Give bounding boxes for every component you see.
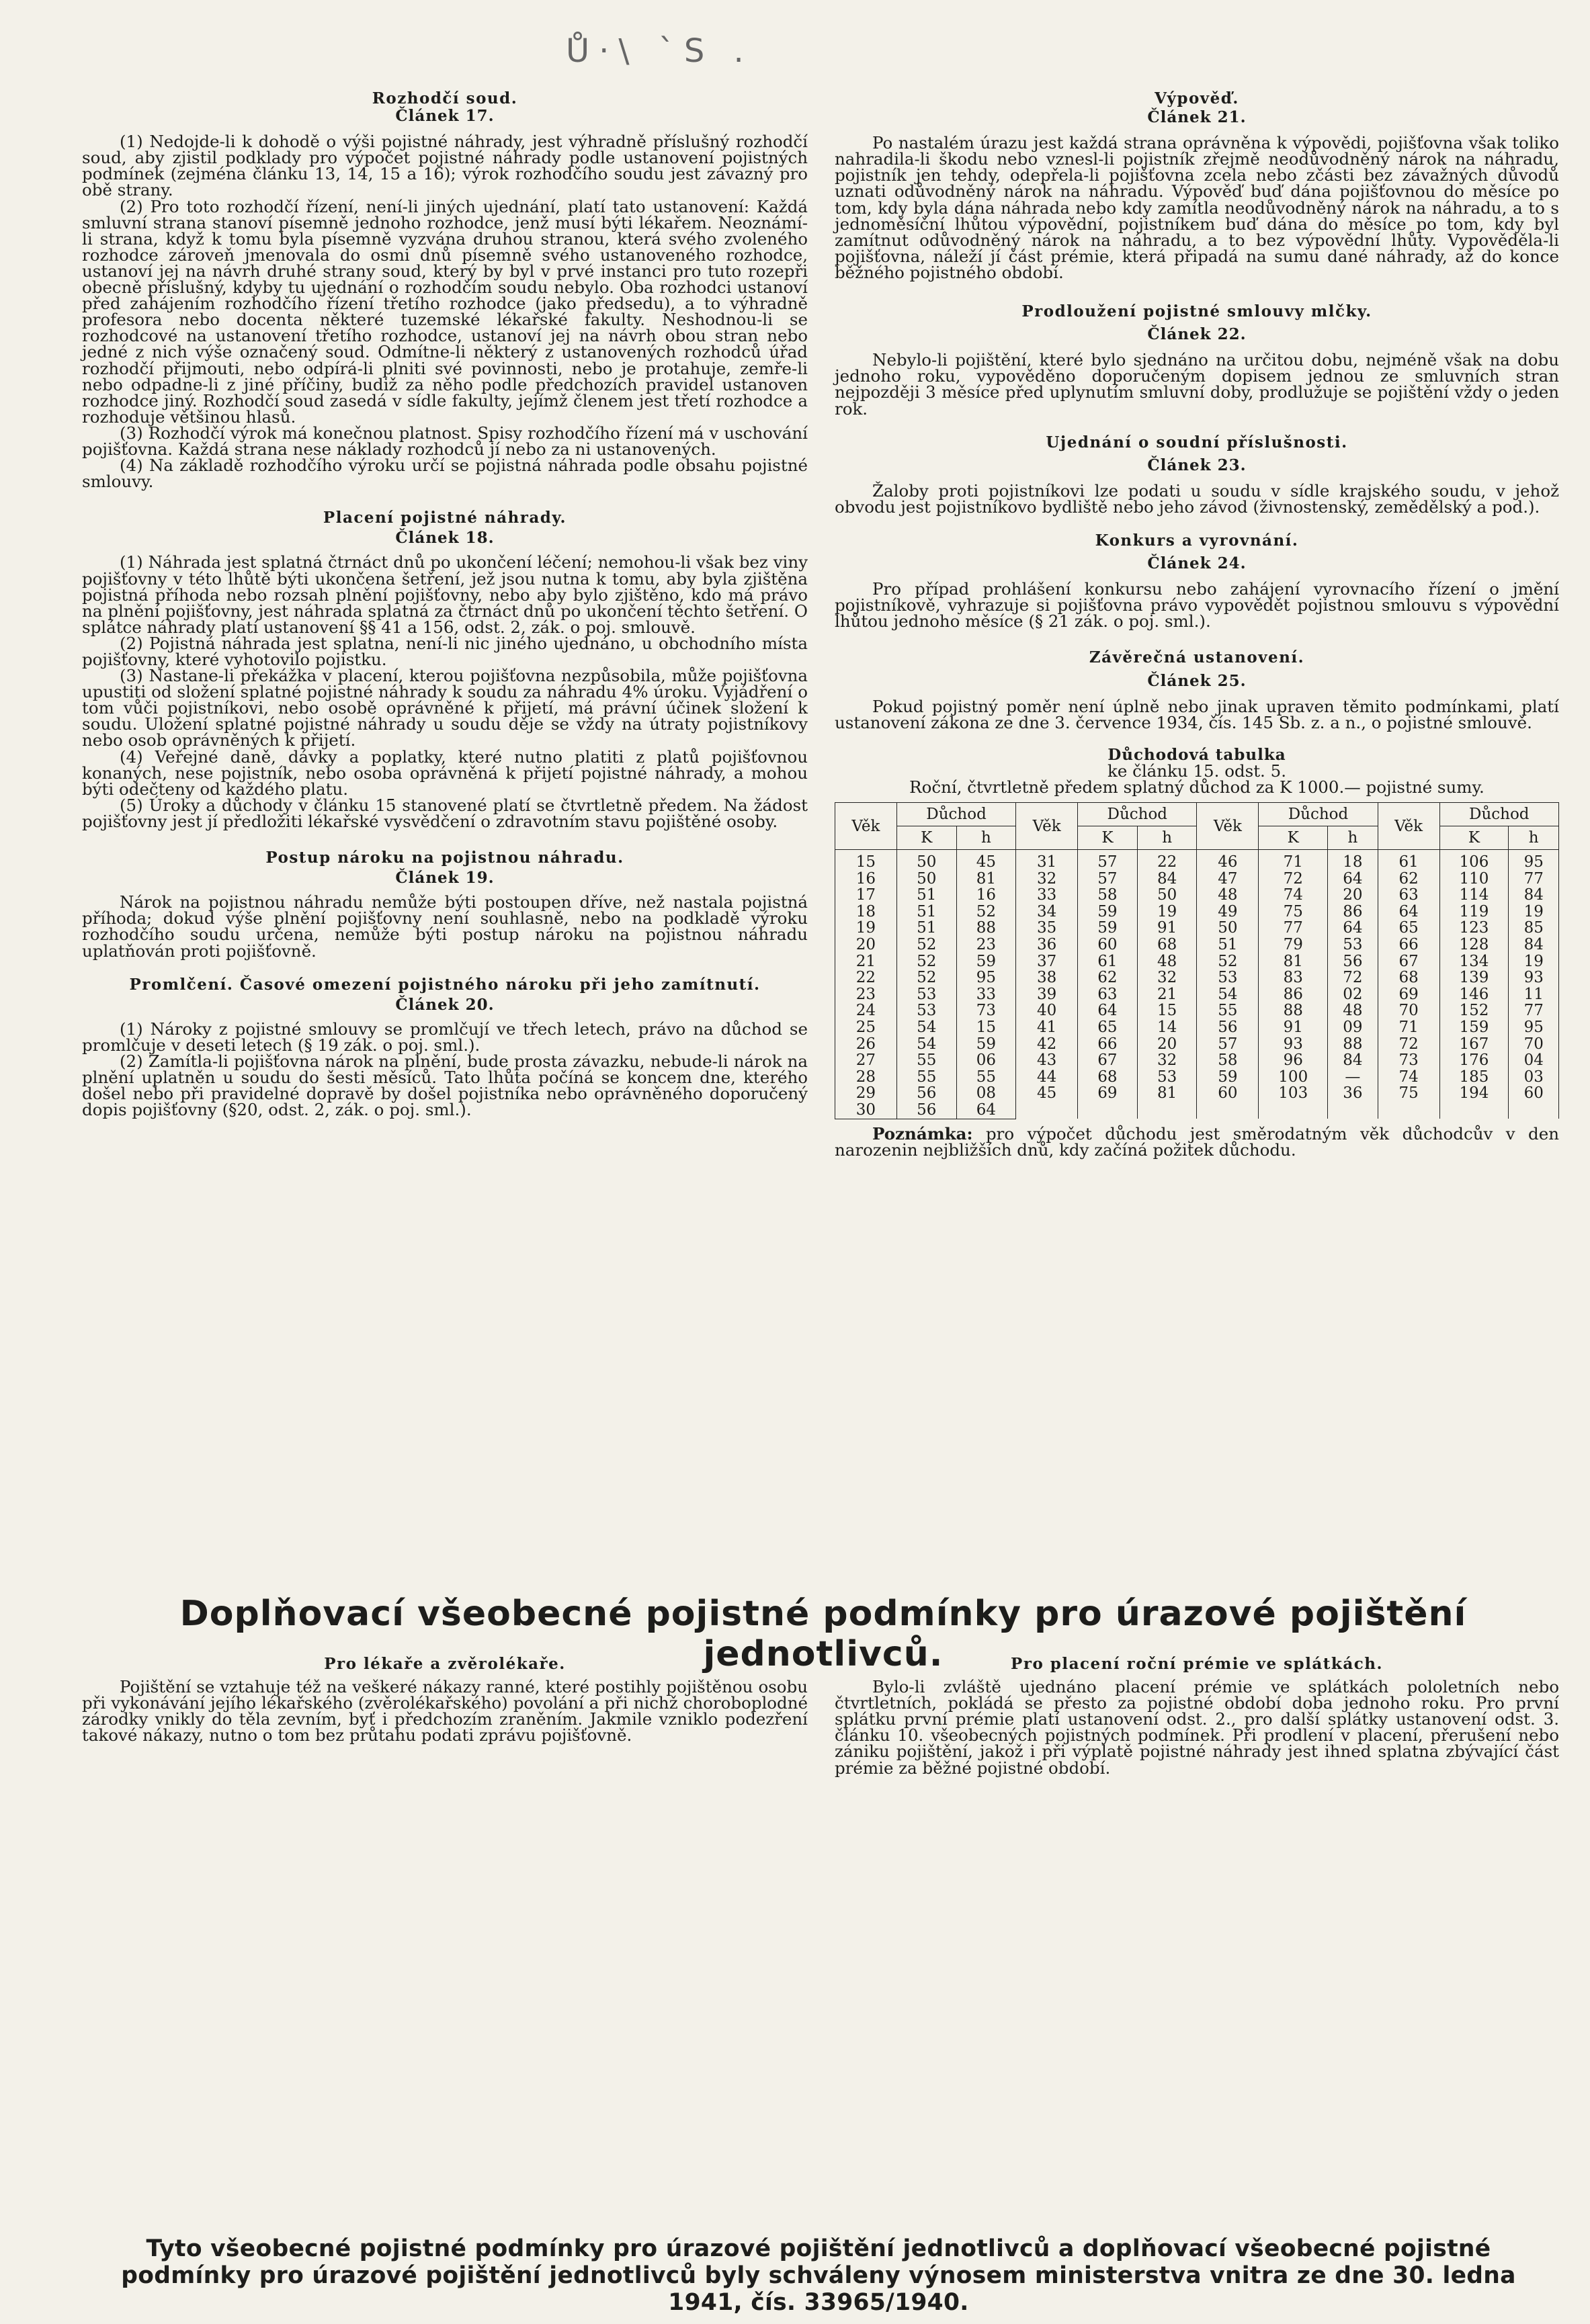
section-heading: Závěrečná ustanovení.	[1089, 648, 1305, 667]
section-heading: Placení pojistné náhrady.	[323, 509, 567, 527]
haler-header: h	[1509, 826, 1559, 850]
article-heading: Článek 18.	[395, 529, 495, 548]
article-heading: Článek 19.	[395, 869, 495, 888]
paragraph: (1) Nedojde-li k dohodě o výši pojistné náhrady, jest výhradně příslušný rozhodčí soud, aby zjistil podklady pro výpočet pojistné náhrady podle ustanovení pojistných podmínek (zejména článku 13, 14, 15 a 16); výrok rozhodčího soudu jest závazný pro obě strany.	[82, 132, 808, 200]
section-heading: Rozhodčí soud.	[372, 89, 518, 107]
table-title: Důchodová tabulka	[1107, 745, 1286, 764]
paragraph: (4) Veřejné daně, dávky a poplatky, které nutno platiti z platů pojišťovnou konaných, nese pojistník, nebo osoba oprávněná k přijetí pojistné náhrady, a mohou býti odečteny od každého platu.	[82, 746, 808, 799]
haler-header: h	[1328, 826, 1378, 850]
annuity-header: Důchod	[1439, 803, 1558, 826]
paragraph: (1) Nároky z pojistné smlouvy se promlčují ve třech letech, právo na důchod se promlčuje v deseti letech (§ 19 zák. o poj. sml.).	[82, 1019, 808, 1055]
annuity-header: Důchod	[1259, 803, 1378, 826]
paragraph: (3) Nastane-li překážka v placení, kterou pojišťovna nezpůsobila, může pojišťovna upustiti od složení splatné pojistné náhrady k soudu za náhradu 4% úroku. Vyjádření o tom vůči pojistníkovi, nebo osobě oprávněné k přijetí, má právní účinek složení k soudu. Uložení splatné pojistné náhrady u soudu děje se vždy na útraty pojistníkovy nebo osob oprávněných k přijetí.	[82, 666, 808, 750]
koruna-header: K	[1439, 826, 1509, 850]
note-label: Poznámka:	[872, 1123, 973, 1144]
paragraph: Bylo-li zvláště ujednáno placení prémie ve splátkách pololetních nebo čtvrtletních, pokládá se přesto za pojistné období doba jednoho roku. Pro první splátku první prémie platí ustanovení odst. 2., pro další splátky ustanovení odst. 3. článku 10. všeobecných pojistných podmínek. Při prodlení v placení, přerušení nebo zániku pojištění, jakož i při výplatě pojistné náhrady jest ihned splatna zbývající část prémie za běžné pojistné období.	[835, 1677, 1559, 1778]
annuity-header: Důchod	[1078, 803, 1197, 826]
koruna-cell: 106 110 114 119 123 128 134 139 146 152 159 167 176 185 194	[1439, 850, 1509, 1119]
right-column	[835, 91, 1559, 1158]
age-cell: 15 16 17 18 19 20 21 22 23 24 25 26 27 28 29 30	[835, 850, 897, 1119]
paragraph: Pro případ prohlášení konkursu nebo zahájení vyrovnacího řízení o jmění pojistníkově, vyhrazuje si pojišťovna právo vypovědět pojistnou smlouvu s výpovědní lhůtou jednoho měsíce (§ 21 zák. o poj. sml.).	[835, 579, 1559, 632]
haler-cell: 95 77 84 19 85 84 19 93 11 77 95 70 04 03 60	[1509, 850, 1559, 1119]
paragraph: (2) Pro toto rozhodčí řízení, není-li jiných ujednání, platí tato ustanovení: Každá smluvní strana stanoví písemně jednoho rozhodce, jenž musí býti lékařem. Neoznámí-li strana, když k tomu byla písemně vyzvána druhou stranou, která svého zvoleného rozhodce zároveň jmenovala do osmi dnů písemně svého ustanoveného rozhodce, ustanoví jej na návrh druhé strany soud, který by byl v prvé instanci pro tuto rozepři obecně příslušný, kdyby tu ujednání o rozhodčím soudu nebylo. Oba rozhodci ustanoví před zahájením rozhodčího řízení třetího rozhodce (jako předsedu), a to výhradně profesora nebo docenta některé tuzemské lékařské fakulty. Neshodnou-li se rozhodcové na ustanovení třetího rozhodce, ustanoví jej na návrh obou stran nebo jedné z nich výše označený soud. Odmítne-li některý z ustanovených rozhodců úřad rozhodčí přijmouti, nebo odpírá-li plniti své povinnosti, nebo je protahuje, zemře-li nebo odpadne-li z jiné příčiny, budiž za něho podle předchozích pravidel ustanoven rozhodce jiný. Rozhodčí soud zasedá v sídle fakulty, jejímž členem jest třetí rozhodce a rozhoduje většinou hlasů.	[82, 196, 808, 427]
table-subtitle: ke článku 15. odst. 5.	[1107, 761, 1287, 781]
supp-right	[835, 1656, 1559, 1776]
section-heading: Pro placení roční prémie ve splátkách.	[1011, 1655, 1383, 1673]
article-heading: Článek 23.	[1147, 456, 1247, 474]
supplementary-title: Doplňovací všeobecné pojistné podmínky pro úrazové pojištění jednotlivců.	[179, 1594, 1467, 1674]
koruna-header: K	[1078, 826, 1138, 850]
annuity-table	[835, 802, 1559, 1119]
paragraph: Pojištění se vztahuje též na veškeré nákazy ranné, které postihly pojištěnou osobu při vykonávání jejího lékařského (zvěrolékařského) povolání a při nichž choroboplodné zárodky vnikly do těla zevním, byť i předchozím zraněním. Jakmile vzniklo podezření takové nákazy, nutno o tom bez průtahu podati zprávu pojišťovně.	[82, 1677, 808, 1746]
section-heading: Promlčení. Časové omezení pojistného nároku při jeho zamítnutí.	[129, 975, 761, 994]
annuity-header: Důchod	[896, 803, 1015, 826]
age-header: Věk	[1197, 803, 1259, 850]
table-note	[835, 1123, 1559, 1160]
koruna-cell: 71 72 74 75 77 79 81 83 86 88 91 93 96 100 103	[1259, 850, 1328, 1119]
koruna-header: K	[1259, 826, 1328, 850]
paragraph: (4) Na základě rozhodčího výroku určí se pojistná náhrada podle obsahu pojistné smlouvy.	[82, 456, 808, 492]
supp-left	[82, 1656, 808, 1744]
age-header: Věk	[1378, 803, 1439, 850]
section-heading: Ujednání o soudní příslušnosti.	[1046, 433, 1348, 451]
section-heading: Prodloužení pojistné smlouvy mlčky.	[1021, 302, 1372, 321]
age-header: Věk	[835, 803, 897, 850]
age-cell: 61 62 63 64 65 66 67 68 69 70 71 72 73 74 75	[1378, 850, 1439, 1119]
section-heading: Pro lékaře a zvěrolékaře.	[324, 1655, 566, 1673]
haler-header: h	[956, 826, 1016, 850]
section-heading: Výpověď.	[1155, 89, 1239, 107]
koruna-header: K	[896, 826, 956, 850]
note-text: pro výpočet důchodu jest směrodatným věk důchodcův v den narozenin nejbližších dnů, kdy začíná požitek důchodu.	[835, 1123, 1559, 1160]
section-heading: Postup nároku na pojistnou náhradu.	[265, 849, 624, 867]
section-heading: Konkurs a vyrovnání.	[1095, 531, 1299, 550]
article-heading: Článek 22.	[1147, 325, 1247, 344]
paragraph: (2) Zamítla-li pojišťovna nárok na plnění, bude prosta závazku, nebude-li nárok na plnění uplatněn u soudu do šesti měsíců. Tato lhůta počíná se koncem dne, kterého došel nebo při pravidelné dopravě by došel pojistníka nebo oprávněného doporučený dopis pojišťovny (§20, odst. 2, zák. o poj. sml.).	[82, 1051, 808, 1120]
paragraph: Po nastalém úrazu jest každá strana oprávněna k výpovědi, pojišťovna však toliko nahradila-li škodu nebo vznesl-li pojistník zřejmě neodůvodněný nárok na náhradu, pojistník jen tehdy, odepřela-li pojišťovna zcela nebo zčásti bez závažných důvodů uznati odůvodněný nárok na náhradu. Výpověď buď dána pojišťovnou do měsíce po tom, kdy byla dána náhrada nebo kdy zamítla neodůvodněný nárok na náhradu, a to s jednoměsíční lhůtou výpovědní, pojistníkem buď dána do měsíce po tom, kdy byl zamítnut odůvodněný nárok na náhradu, a to bez výpovědní lhůty. Vypověděla-li pojišťovna, náleží jí část prémie, která připadá na sumu dané náhrady, až do konce běžného pojistného období.	[835, 133, 1559, 282]
koruna-cell: 50 50 51 51 51 52 52 52 53 53 54 54 55 55 56 56	[896, 850, 956, 1119]
paragraph: Nebylo-li pojištění, které bylo sjednáno na určitou dobu, nejméně však na dobu jednoho roku, vypověděno doporučeným dopisem jednou ze smluvních stran nejpozději 3 měsíce před uplynutím smluvní doby, prodlužuje se pojištění vždy o jeden rok.	[835, 350, 1559, 419]
left-column	[82, 91, 808, 1118]
paragraph: (3) Rozhodčí výrok má konečnou platnost. Spisy rozhodčího řízení má v uschování pojišťovna. Každá strana nese náklady rozhodců jí nebo za ni ustanovených.	[82, 423, 808, 459]
article-heading: Článek 17.	[395, 107, 495, 126]
haler-cell: 18 64 20 86 64 53 56 72 02 48 09 88 84 — 36	[1328, 850, 1378, 1119]
paragraph: Pokud pojistný poměr není úplně nebo jinak upraven těmito podmínkami, platí ustanovení zákona ze dne 3. července 1934, čís. 145 Sb. z. a n., o pojistné smlouvě.	[835, 696, 1559, 732]
article-heading: Článek 24.	[1147, 554, 1247, 573]
stamp-mark: Ů·\ `S .	[566, 32, 753, 70]
approval-footer: Tyto všeobecné pojistné podmínky pro úrazové pojištění jednotlivců a doplňovací všeobecné pojistné podmínky pro úrazové pojištění jednotlivců byly schváleny výnosem ministerstva vnitra ze dne 30. ledna 1941, čís. 33965/1940.	[121, 2235, 1516, 2316]
table-caption: Roční, čtvrtletně předem splatný důchod za K 1000.— pojistné sumy.	[909, 777, 1484, 797]
article-heading: Článek 25.	[1147, 671, 1247, 690]
age-header: Věk	[1016, 803, 1078, 850]
article-heading: Článek 20.	[395, 995, 495, 1014]
paragraph: (5) Úroky a důchody v článku 15 stanovené platí se čtvrtletně předem. Na žádost pojišťovny jest jí předložiti lékařské vysvědčení o zdravotním stavu pojištěné osoby.	[82, 795, 808, 831]
paragraph: Nárok na pojistnou náhradu nemůže býti postoupen dříve, než nastala pojistná příhoda; dokud výše plnění pojišťovny není souhlasně, nebo na podkladě výroku rozhodčího soudu určena, nemůže býti postup nároku na pojistnou náhradu uplatňován proti pojišťovně.	[82, 892, 808, 961]
paragraph: Žaloby proti pojistníkovi lze podati u soudu v sídle krajského soudu, v jehož obvodu jest pojistníkovo bydliště nebo jeho závod (živnostenský, zemědělský a pod.).	[835, 480, 1559, 517]
paragraph: (1) Náhrada jest splatná čtrnáct dnů po ukončení léčení; nemohou-li však bez viny pojišťovny v této lhůtě býti ukončena šetření, jež jsou nutna k tomu, aby byla zjištěna pojistná příhoda nebo rozsah plnění pojišťovny, nebo aby bylo zjištěno, kdo má právo na plnění pojišťovny, jest náhrada splatná za čtrnáct dnů po ukončení těchto šetření. O splátce náhrady platí ustanovení §§ 41 a 156, odst. 2, zák. o poj. smlouvě.	[82, 552, 808, 637]
haler-cell: 22 84 50 19 91 68 48 32 21 15 14 20 32 53 81	[1137, 850, 1197, 1119]
article-heading: Článek 21.	[1147, 108, 1247, 127]
age-cell: 46 47 48 49 50 51 52 53 54 55 56 57 58 59 60	[1197, 850, 1259, 1119]
age-cell: 31 32 33 34 35 36 37 38 39 40 41 42 43 44 45	[1016, 850, 1078, 1119]
haler-header: h	[1137, 826, 1197, 850]
paragraph: (2) Pojistná náhrada jest splatna, není-li nic jiného ujednáno, u obchodního místa pojišťovny, které vyhotovilo pojistku.	[82, 633, 808, 669]
koruna-cell: 57 57 58 59 59 60 61 62 63 64 65 66 67 68 69	[1078, 850, 1138, 1119]
haler-cell: 45 81 16 52 88 23 59 95 33 73 15 59 06 55 08 64	[956, 850, 1016, 1119]
